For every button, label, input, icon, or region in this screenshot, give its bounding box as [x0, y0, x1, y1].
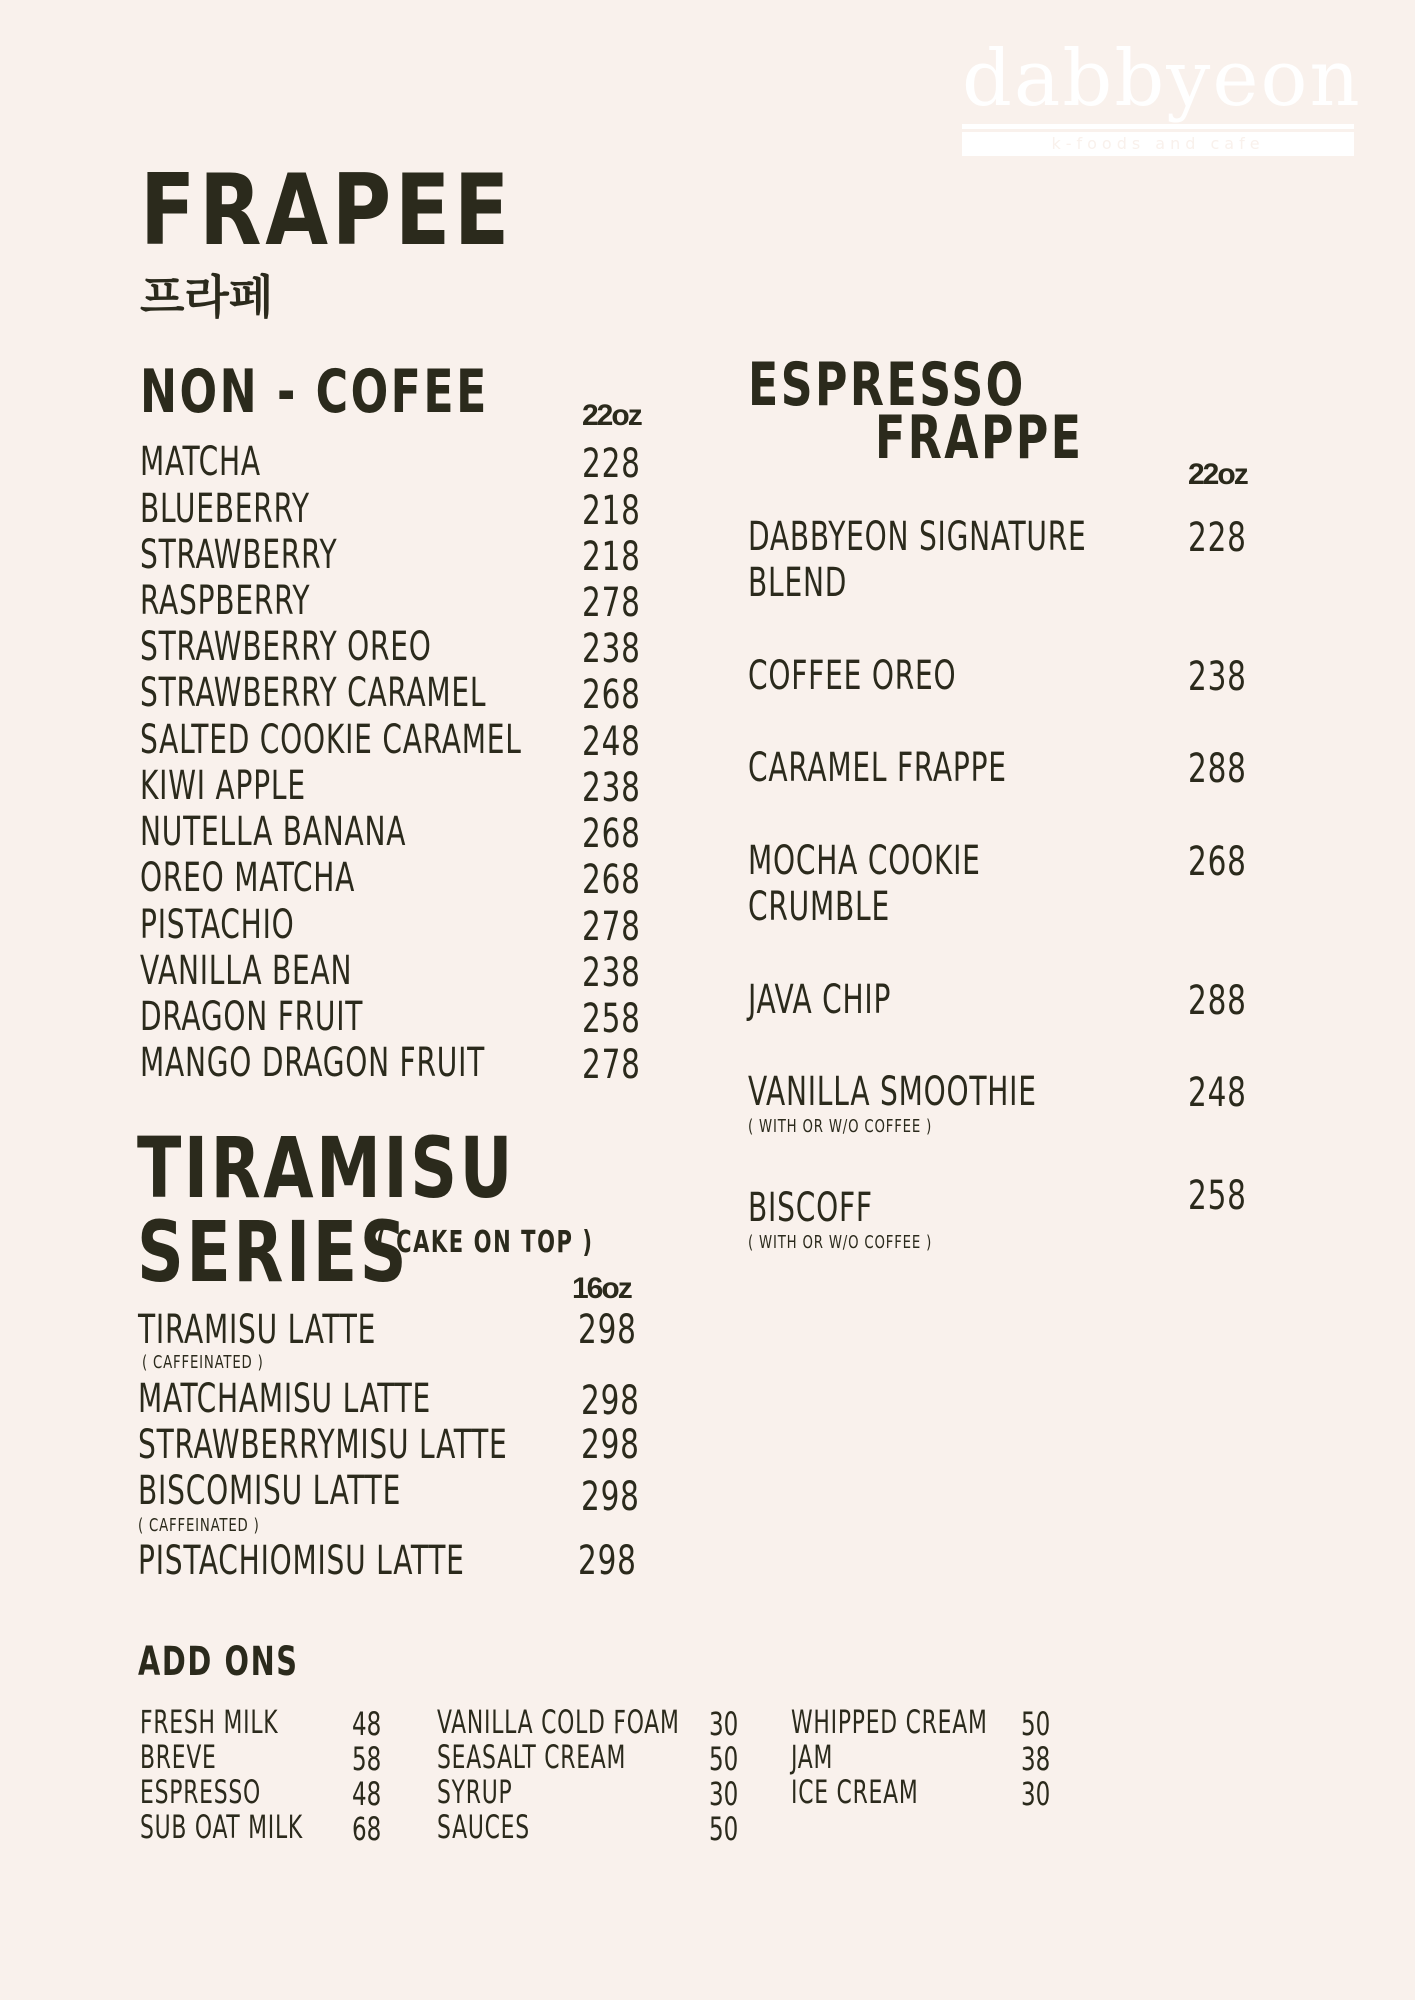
list-item: COFFEE OREO [748, 653, 957, 699]
list-item: VANILLA BEAN [140, 948, 353, 994]
list-item: CARAMEL FRAPPE [748, 745, 1007, 791]
item-note: ( WITH OR W/O COFFEE ) [748, 1232, 933, 1253]
addon-price: 50 [709, 1740, 739, 1778]
item-price: 298 [578, 1538, 637, 1584]
addon-price: 30 [709, 1775, 739, 1813]
tiramisu-title-line2: SERIES [137, 1203, 410, 1301]
list-item: NUTELLA BANANA [140, 809, 407, 855]
addon-price: 30 [1021, 1775, 1051, 1813]
list-item: MOCHA COOKIE [748, 838, 981, 884]
item-price: 218 [582, 534, 641, 580]
item-note: ( CAFFEINATED ) [138, 1515, 260, 1536]
logo-wordmark: dabbyeon [962, 34, 1362, 124]
list-item-line2: BLEND [748, 560, 848, 606]
list-item: STRAWBERRY [140, 532, 338, 578]
item-note: ( CAFFEINATED ) [142, 1352, 264, 1373]
item-price: 258 [1188, 1173, 1247, 1219]
list-item: BISCOMISU LATTE [138, 1468, 402, 1514]
item-price: 238 [1188, 654, 1247, 700]
non-coffee-size: 22oz [582, 399, 641, 432]
item-price: 238 [582, 950, 641, 996]
logo-tagline: k-foods and cafe [1051, 134, 1265, 153]
addon-price: 58 [352, 1740, 382, 1778]
item-price: 268 [582, 672, 641, 718]
list-item: VANILLA SMOOTHIE [748, 1069, 1037, 1115]
item-price: 298 [581, 1422, 640, 1468]
item-price: 268 [582, 811, 641, 857]
addon-price: 30 [709, 1705, 739, 1743]
list-item: BLUEBERRY [140, 486, 310, 532]
page-title-korean: 프라페 [140, 270, 274, 324]
tiramisu-note: ( CAKE ON TOP ) [376, 1225, 594, 1260]
list-item: RASPBERRY [140, 578, 311, 624]
list-item: PISTACHIOMISU LATTE [138, 1538, 465, 1584]
item-price: 238 [582, 626, 641, 672]
item-price: 218 [582, 488, 641, 534]
item-price: 298 [581, 1474, 640, 1520]
item-price: 298 [581, 1378, 640, 1424]
list-item: STRAWBERRY CARAMEL [140, 670, 487, 716]
item-price: 268 [582, 857, 641, 903]
list-item: DABBYEON SIGNATURE [748, 514, 1087, 560]
logo [962, 34, 1362, 156]
non-coffee-title: NON - COFEE [140, 357, 489, 427]
addon-item: SUB OAT MILK [140, 1808, 304, 1846]
tiramisu-title-line1: TIRAMISU [137, 1119, 515, 1217]
addon-price: 38 [1021, 1740, 1051, 1778]
addon-price: 50 [1021, 1705, 1051, 1743]
addon-item: VANILLA COLD FOAM [437, 1703, 680, 1741]
espresso-title-line2: FRAPPE [875, 403, 1084, 473]
item-price: 238 [582, 765, 641, 811]
item-price: 278 [582, 1042, 641, 1088]
list-item: MATCHA [140, 439, 261, 485]
logo-tag-bar [962, 132, 1354, 156]
list-item: BISCOFF [748, 1185, 873, 1231]
item-note: ( WITH OR W/O COFFEE ) [748, 1116, 933, 1137]
list-item: JAVA CHIP [748, 977, 892, 1023]
addon-item: ICE CREAM [791, 1773, 919, 1811]
addon-price: 50 [709, 1810, 739, 1848]
item-price: 278 [582, 904, 641, 950]
list-item: MATCHAMISU LATTE [138, 1376, 432, 1422]
addon-item: FRESH MILK [140, 1703, 279, 1741]
logo-rule [962, 124, 1354, 129]
addon-item: SYRUP [437, 1773, 513, 1811]
list-item: STRAWBERRYMISU LATTE [138, 1422, 508, 1468]
list-item: SALTED COOKIE CARAMEL [140, 717, 522, 763]
list-item: TIRAMISU LATTE [138, 1307, 377, 1353]
addons-title: ADD ONS [138, 1639, 299, 1685]
tiramisu-size: 16oz [572, 1272, 631, 1305]
item-price: 228 [1188, 515, 1247, 561]
item-price: 288 [1188, 978, 1247, 1024]
item-price: 248 [582, 719, 641, 765]
list-item: OREO MATCHA [140, 855, 356, 901]
item-price: 288 [1188, 746, 1247, 792]
item-price: 298 [578, 1307, 637, 1353]
addon-price: 48 [352, 1705, 382, 1743]
addon-item: SAUCES [437, 1808, 530, 1846]
item-price: 258 [582, 996, 641, 1042]
list-item: PISTACHIO [140, 902, 295, 948]
addon-price: 48 [352, 1775, 382, 1813]
espresso-title-line1: ESPRESSO [748, 350, 1026, 420]
item-price: 248 [1188, 1070, 1247, 1116]
list-item-line2: CRUMBLE [748, 884, 890, 930]
addon-price: 68 [352, 1810, 382, 1848]
espresso-size: 22oz [1188, 458, 1247, 491]
list-item: DRAGON FRUIT [140, 994, 364, 1040]
item-price: 228 [582, 441, 641, 487]
page-title: FRAPEE [140, 154, 514, 268]
item-price: 278 [582, 580, 641, 626]
addon-item: SEASALT CREAM [437, 1738, 627, 1776]
list-item: MANGO DRAGON FRUIT [140, 1040, 486, 1086]
addon-item: WHIPPED CREAM [791, 1703, 988, 1741]
list-item: STRAWBERRY OREO [140, 624, 432, 670]
list-item: KIWI APPLE [140, 763, 306, 809]
addon-item: BREVE [140, 1738, 217, 1776]
addon-item: ESPRESSO [140, 1773, 262, 1811]
item-price: 268 [1188, 839, 1247, 885]
addon-item: JAM [791, 1738, 834, 1776]
